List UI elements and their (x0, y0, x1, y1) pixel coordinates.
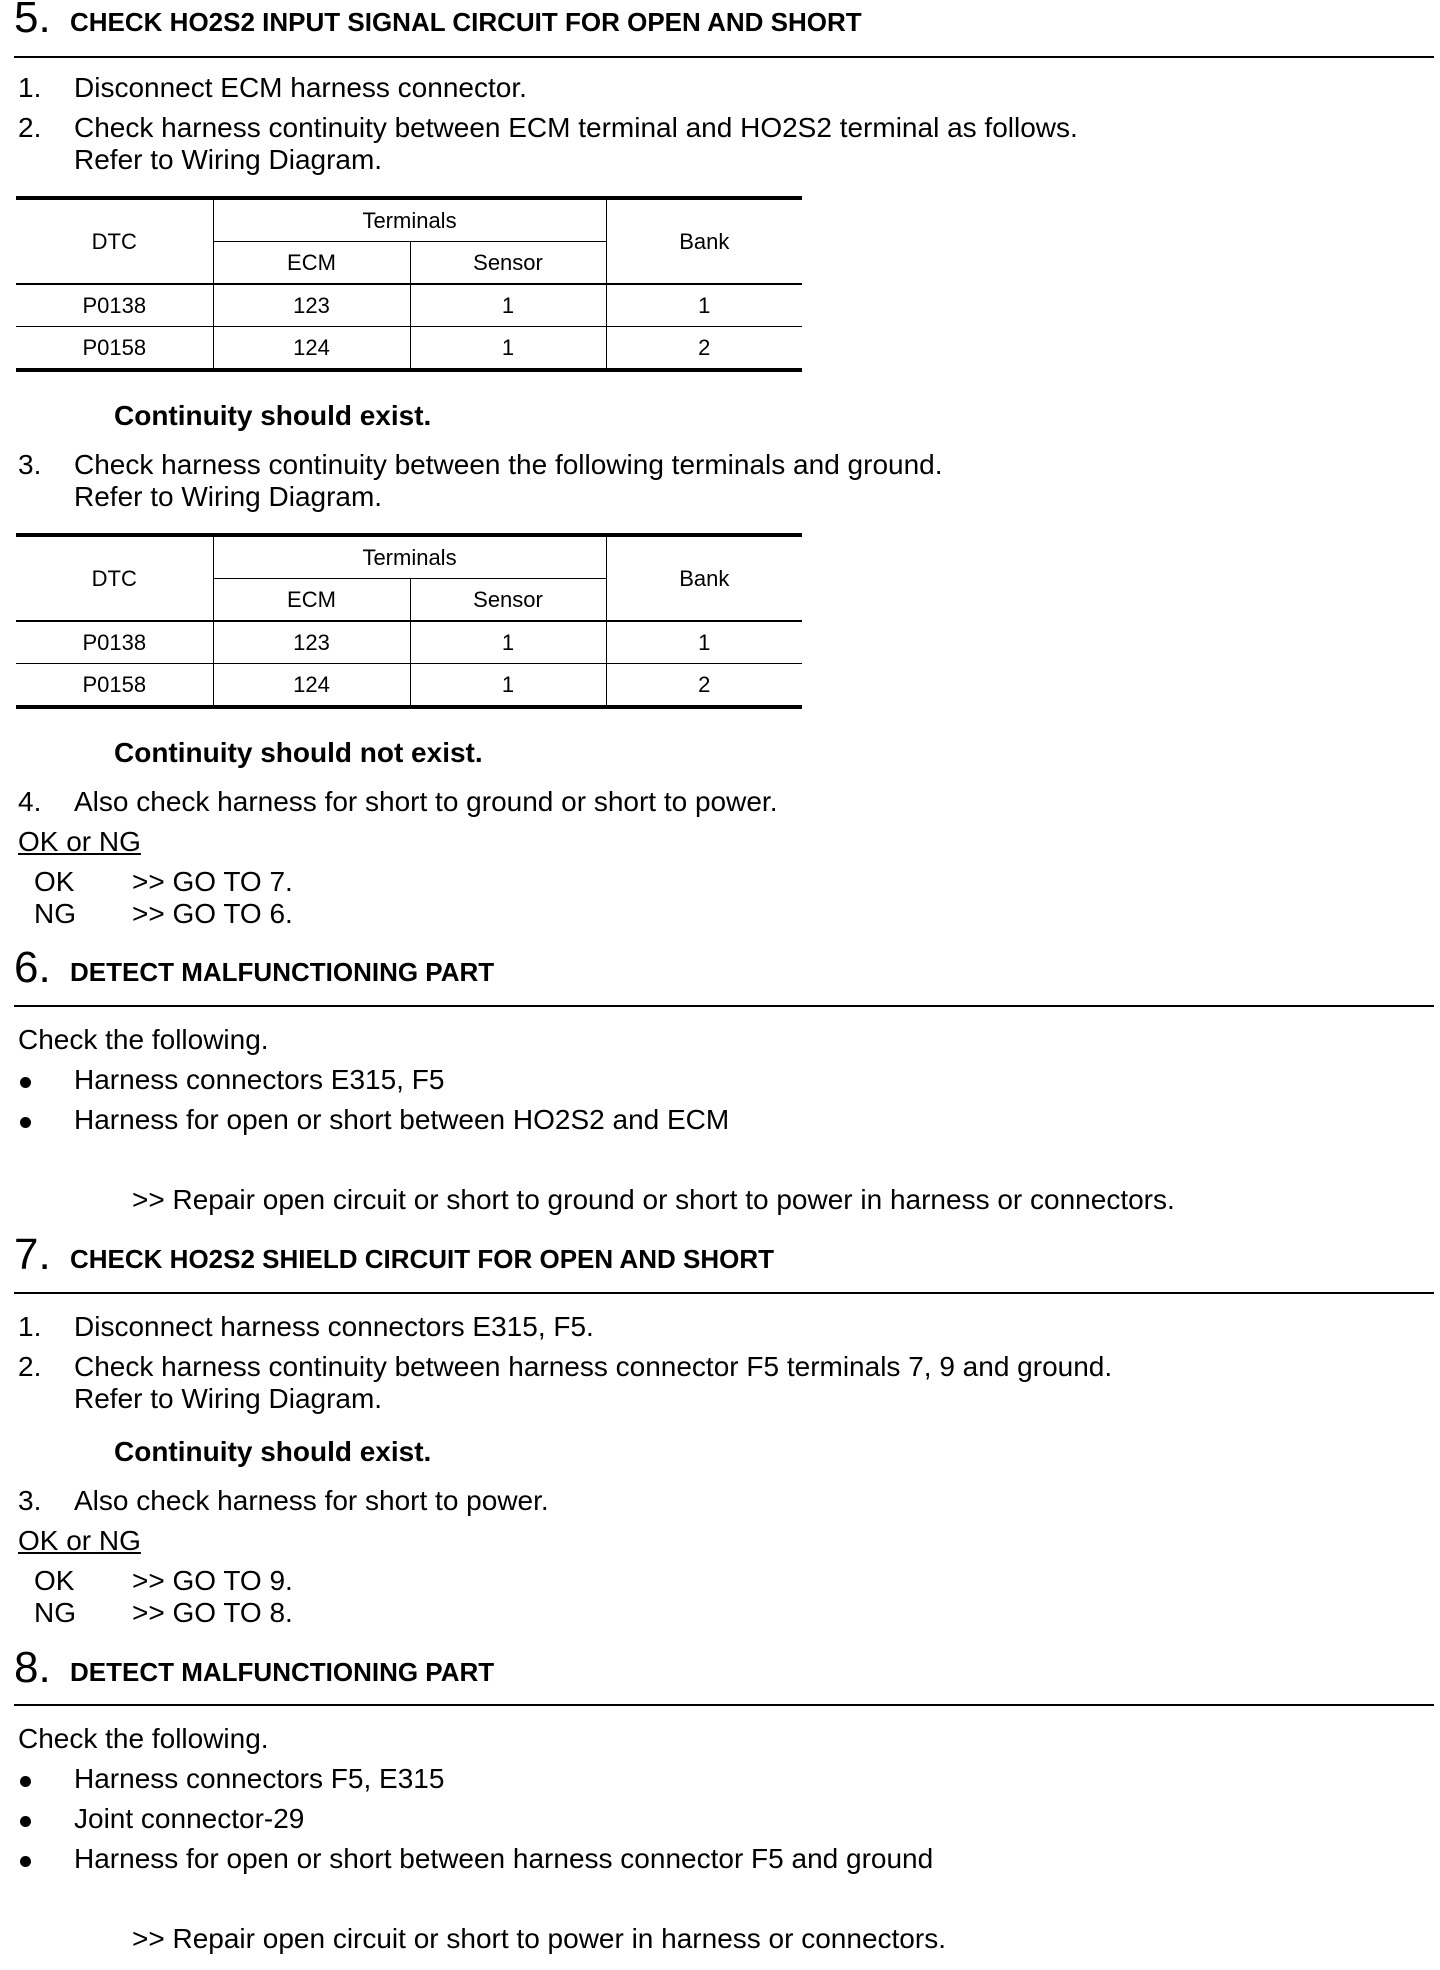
header-dtc: DTC (16, 535, 213, 621)
heading-rule (14, 56, 1434, 58)
cell-bank: 1 (606, 621, 802, 664)
bullet-dot (20, 1117, 31, 1128)
item-number: 1. (18, 1311, 42, 1342)
list-item: Harness for open or short between harness connector F5 and ground (74, 1843, 934, 1874)
step-title: DETECT MALFUNCTIONING PART (70, 1657, 495, 1687)
cell-dtc: P0138 (16, 621, 213, 664)
header-terminals: Terminals (213, 535, 606, 579)
instruction-text: Refer to Wiring Diagram. (74, 144, 383, 175)
instruction-text: Disconnect ECM harness connector. (74, 72, 527, 103)
list-item: Joint connector-29 (74, 1803, 305, 1834)
ok-or-ng-label: OK or NG (18, 826, 141, 857)
cell-ecm: 124 (213, 327, 410, 371)
step-8-heading (14, 1643, 1434, 1694)
ng-label: NG (34, 1597, 76, 1628)
ok-action: >> GO TO 7. (132, 866, 293, 897)
step-number: 6. (14, 943, 51, 992)
item-number: 2. (18, 1351, 42, 1382)
ng-label: NG (34, 898, 76, 929)
header-ecm: ECM (213, 242, 410, 285)
step-title: CHECK HO2S2 SHIELD CIRCUIT FOR OPEN AND SHORT (70, 1244, 774, 1274)
step-number: 8. (14, 1643, 51, 1692)
cell-ecm: 124 (213, 664, 410, 708)
table-row (16, 621, 802, 664)
cell-sensor: 1 (410, 327, 606, 371)
cell-sensor: 1 (410, 621, 606, 664)
step-title: CHECK HO2S2 INPUT SIGNAL CIRCUIT FOR OPEN AND SHORT (70, 7, 862, 37)
ok-action: >> GO TO 9. (132, 1565, 293, 1596)
header-bank: Bank (606, 198, 802, 284)
instruction-text: Refer to Wiring Diagram. (74, 1383, 383, 1414)
heading-rule (14, 1292, 1434, 1294)
spec-note: Continuity should exist. (114, 400, 432, 431)
instruction-text: Refer to Wiring Diagram. (74, 481, 383, 512)
list-item: Harness connectors F5, E315 (74, 1763, 445, 1794)
item-number: 4. (18, 786, 42, 817)
ok-or-ng-label: OK or NG (18, 1525, 141, 1556)
item-number: 2. (18, 112, 42, 143)
spec-note: Continuity should not exist. (114, 737, 483, 768)
instruction-text: Also check harness for short to ground or short to power. (74, 786, 778, 817)
cell-sensor: 1 (410, 664, 606, 708)
step-number: 7. (14, 1230, 51, 1279)
item-number: 3. (18, 449, 42, 480)
bullet-dot (20, 1776, 31, 1787)
repair-action: >> Repair open circuit or short to power in harness or connectors. (132, 1923, 946, 1954)
cell-ecm: 123 (213, 621, 410, 664)
instruction-text: Check harness continuity between harness connector F5 terminals 7, 9 and ground. (74, 1351, 1113, 1382)
step-title: DETECT MALFUNCTIONING PART (70, 957, 495, 987)
header-sensor: Sensor (410, 579, 606, 622)
step-7-heading (14, 1230, 1434, 1281)
step-number: 5. (14, 0, 51, 42)
bullet-dot (20, 1077, 31, 1088)
header-terminals: Terminals (213, 198, 606, 242)
heading-rule (14, 1704, 1434, 1706)
repair-action: >> Repair open circuit or short to ground or short to power in harness or connectors. (132, 1184, 1175, 1215)
ok-label: OK (34, 866, 75, 897)
cell-bank: 2 (606, 664, 802, 708)
header-dtc: DTC (16, 198, 213, 284)
table-row (16, 664, 802, 708)
list-item: Harness connectors E315, F5 (74, 1064, 445, 1095)
spec-note: Continuity should exist. (114, 1436, 432, 1467)
ng-action: >> GO TO 8. (132, 1597, 293, 1628)
header-bank: Bank (606, 535, 802, 621)
instruction-text: Disconnect harness connectors E315, F5. (74, 1311, 594, 1342)
cell-dtc: P0158 (16, 664, 213, 708)
item-number: 3. (18, 1485, 42, 1516)
step-5-heading (14, 0, 1434, 44)
terminal-table-ground (16, 533, 802, 709)
step-6-heading (14, 943, 1434, 994)
table-row (16, 284, 802, 327)
bullet-dot (20, 1856, 31, 1867)
cell-dtc: P0138 (16, 284, 213, 327)
header-ecm: ECM (213, 579, 410, 622)
intro-text: Check the following. (18, 1723, 269, 1754)
cell-dtc: P0158 (16, 327, 213, 371)
item-number: 1. (18, 72, 42, 103)
instruction-text: Also check harness for short to power. (74, 1485, 549, 1516)
instruction-text: Check harness continuity between the following terminals and ground. (74, 449, 943, 480)
header-sensor: Sensor (410, 242, 606, 285)
cell-sensor: 1 (410, 284, 606, 327)
table-row (16, 327, 802, 371)
terminal-table-continuity (16, 196, 802, 372)
ng-action: >> GO TO 6. (132, 898, 293, 929)
cell-bank: 2 (606, 327, 802, 371)
cell-ecm: 123 (213, 284, 410, 327)
cell-bank: 1 (606, 284, 802, 327)
bullet-dot (20, 1816, 31, 1827)
instruction-text: Check harness continuity between ECM terminal and HO2S2 terminal as follows. (74, 112, 1078, 143)
heading-rule (14, 1005, 1434, 1007)
intro-text: Check the following. (18, 1024, 269, 1055)
list-item: Harness for open or short between HO2S2 and ECM (74, 1104, 730, 1135)
ok-label: OK (34, 1565, 75, 1596)
